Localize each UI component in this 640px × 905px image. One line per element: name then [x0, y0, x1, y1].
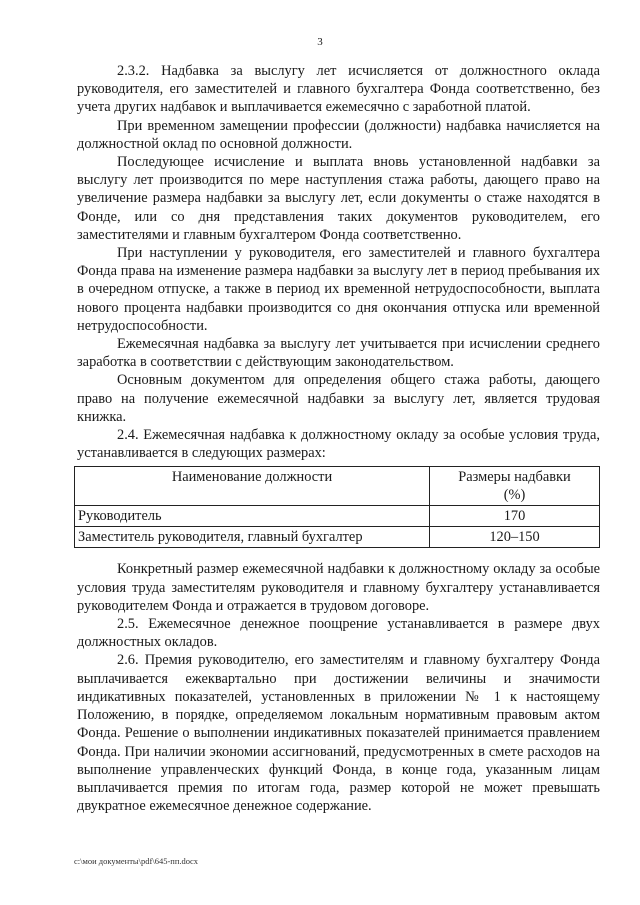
row-position-name: Руководитель	[75, 506, 430, 527]
page-number: 3	[317, 36, 323, 48]
row-position-name: Заместитель руководителя, главный бухгалтер	[75, 527, 430, 548]
paragraph-2-5: 2.5. Ежемесячное денежное поощрение устанавливается в размере двух должностных окладов.	[77, 616, 600, 651]
paragraph-average-earnings: Ежемесячная надбавка за выслугу лет учитывается при исчислении среднего заработка в соответствии с действующим законодательством.	[77, 336, 600, 371]
paragraph-specific-size: Конкретный размер ежемесячной надбавки к должностному окладу за особые условия труда заместителям руководителя и главному бухгалтеру устанавливается руководителем Фонда и отражается в трудовом договоре.	[77, 561, 600, 614]
paragraph-subsequent-calculation: Последующее исчисление и выплата вновь установленной надбавки за выслугу лет производится по мере наступления стажа работы, дающего право на увеличение размера надбавки за выслугу лет, если документы о стаже находятся в Фонде, или со дня представления таких документов руководителем, его заместителями и главным бухгалтером Фонда соответственно.	[77, 154, 600, 243]
header-allowance-size-line2: (%)	[503, 487, 526, 504]
header-allowance-size-line1: Размеры надбавки	[458, 469, 571, 486]
table-row	[75, 506, 600, 527]
row-allowance-value: 120–150	[430, 527, 600, 548]
paragraph-2-3-2: 2.3.2. Надбавка за выслугу лет исчисляется от должностного оклада руководителя, его заместителей и главного бухгалтера Фонда соответственно, без учета других надбавок и выплачивается ежемесячно с заработной платой.	[77, 63, 600, 116]
row-allowance-value: 170	[430, 506, 600, 527]
table-header-row	[75, 467, 600, 506]
paragraph-2-6: 2.6. Премия руководителю, его заместителям и главному бухгалтеру Фонда выплачивается ежеквартально при достижении величины и значимости индикативных показателей, установленных в приложении № 1 к настоящему Положению, в порядке, определяемом локальным нормативным правовым актом Фонда. Решение о выполнении индикативных показателей принимается правлением Фонда. При наличии экономии ассигнований, предусмотренных в смете расходов на выполнение управленческих функций Фонда, в конце года, указанным лицам выплачивается премия по итогам года, размер которой не может превышать двукратное ежемесячное денежное содержание.	[77, 652, 600, 815]
allowance-table	[74, 466, 600, 548]
header-position-name: Наименование должности	[75, 467, 430, 506]
footer-file-path: c:\мои документы\pdf\645-пп.docx	[74, 856, 199, 866]
table-row	[75, 527, 600, 548]
header-allowance-size	[430, 467, 600, 506]
paragraph-2-4: 2.4. Ежемесячная надбавка к должностному окладу за особые условия труда, устанавливается в следующих размерах:	[77, 427, 600, 462]
document-body	[77, 62, 600, 815]
paragraph-work-book: Основным документом для определения общего стажа работы, дающего право на получение ежемесячной надбавки за выслугу лет, является трудовая книжка.	[77, 372, 600, 425]
paragraph-temporary-replacement: При временном замещении профессии (должности) надбавка начисляется на должностной оклад по основной должности.	[77, 117, 600, 152]
paragraph-vacation-change: При наступлении у руководителя, его заместителей и главного бухгалтера Фонда права на изменение размера надбавки за выслугу лет в период пребывания их в очередном отпуске, а также в период их временной нетрудоспособности, выплата нового процента надбавки производится со дня окончания отпуска или временной нетрудоспособности.	[77, 245, 600, 334]
